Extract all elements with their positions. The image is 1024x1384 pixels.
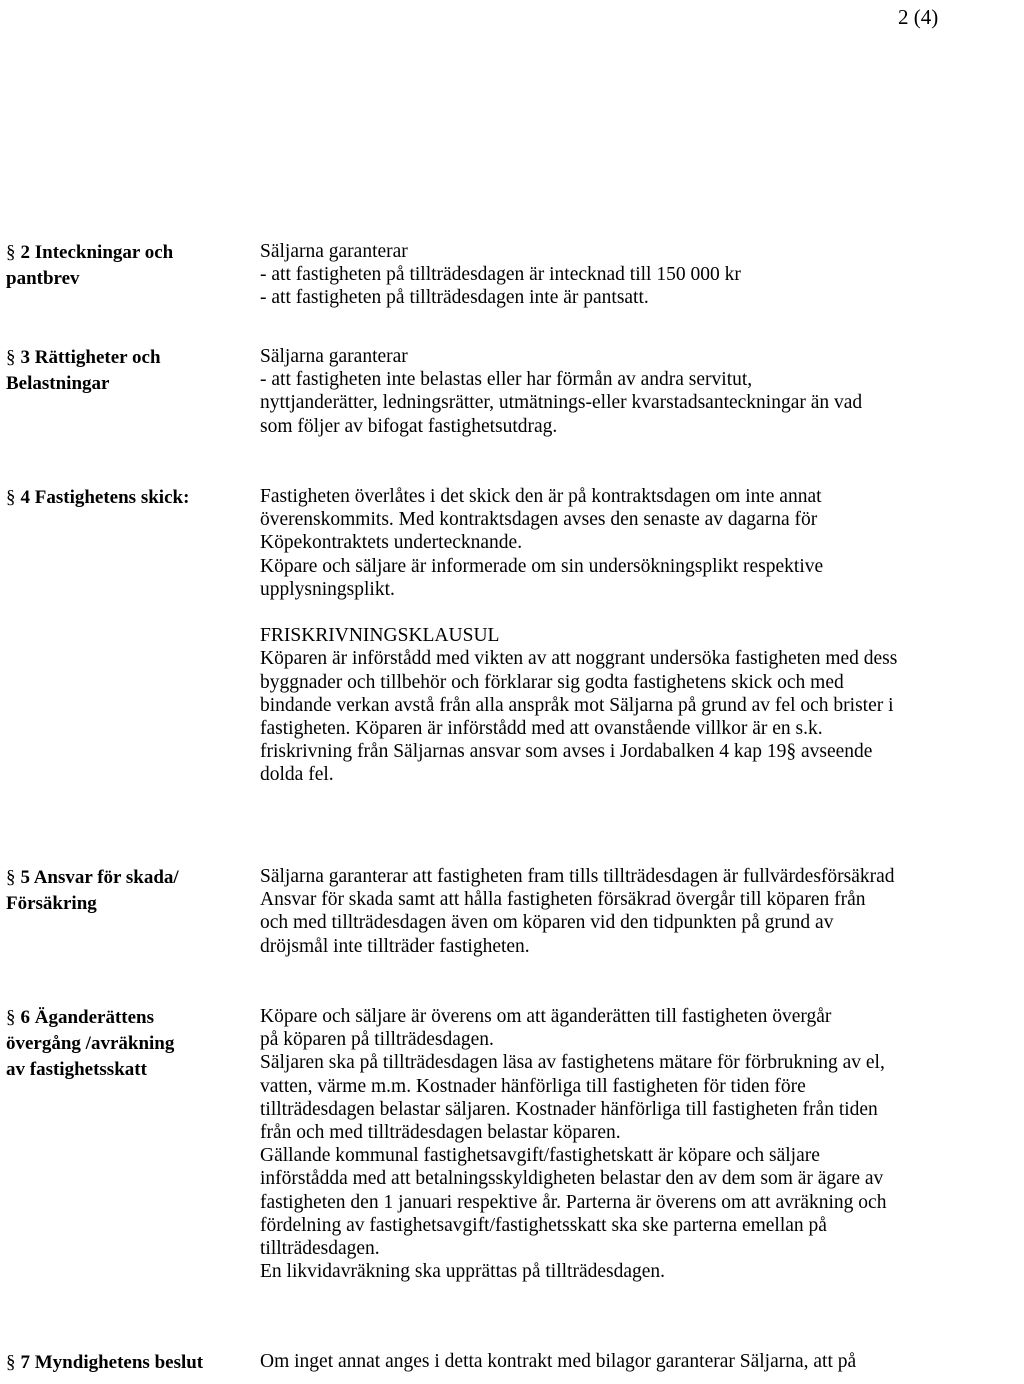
paragraph-line: - att fastigheten på tillträdesdagen är intecknad till 150 000 kr — [260, 264, 741, 286]
paragraph-line: dolda fel. — [260, 764, 334, 786]
section-title-line: av fastighetsskatt — [6, 1059, 147, 1080]
paragraph-line: och med tillträdesdagen även om köparen vid den tidpunkten på grund av — [260, 912, 834, 934]
paragraph-line: Säljaren ska på tillträdesdagen läsa av fastighetens mätare för förbrukning av el, — [260, 1052, 885, 1074]
section-title-line: Försäkring — [6, 893, 97, 914]
paragraph-gap — [260, 601, 1024, 624]
paragraph-line: Säljarna garanterar att fastigheten fram tills tillträdesdagen är fullvärdesförsäkrad — [260, 866, 895, 887]
paragraph-line: Fastigheten överlåtes i det skick den är på kontraktsdagen om inte annat — [260, 486, 822, 507]
section-title-line: Belastningar — [6, 373, 110, 394]
paragraph-line: som följer av bifogat fastighetsutdrag. — [260, 415, 558, 437]
paragraph-line: tillträdesdagen belastar säljaren. Kostnader hänförliga till fastigheten från tiden — [260, 1098, 878, 1120]
section-title-line: Äganderättens — [34, 1007, 155, 1028]
section-2-heading — [6, 240, 251, 292]
section-title-line: Ansvar för skada/ — [33, 867, 179, 888]
paragraph-line: fastigheten den 1 januari respektive år. Parterna är överens om att avräkning och — [260, 1191, 887, 1213]
section-6-text — [260, 1005, 1024, 1283]
section-title-line: övergång /avräkning — [6, 1033, 175, 1054]
paragraph-line: - att fastigheten på tillträdesdagen inte är pantsatt. — [260, 287, 649, 309]
paragraph-line: Säljarna garanterar — [260, 346, 408, 367]
paragraph-line: vatten, värme m.m. Kostnader hänförliga till fastigheten för tiden före — [260, 1075, 806, 1097]
section-title-line: Myndighetens beslut — [34, 1352, 204, 1373]
paragraph-line: fastigheten. Köparen är införstådd med att ovanstående villkor är en s.k. — [260, 718, 823, 740]
paragraph-line: En likvidavräkning ska upprättas på tillträdesdagen. — [260, 1261, 666, 1283]
paragraph-line: byggnader och tillbehör och förklarar sig godta fastighetens skick och med — [260, 671, 844, 693]
paragraph-line: - att fastigheten inte belastas eller har förmån av andra servitut, — [260, 369, 753, 391]
paragraph-line: Köpare och säljare är informerade om sin undersökningsplikt respektive — [260, 555, 824, 577]
section-number: 7 — [20, 1352, 30, 1373]
clause-heading: FRISKRIVNINGSKLAUSUL — [260, 625, 500, 647]
section-4-text — [260, 485, 1024, 787]
paragraph-line: fördelning av fastighetsavgift/fastighetsskatt ska ske parterna emellan på — [260, 1214, 827, 1236]
section-number: 3 — [20, 347, 30, 368]
paragraph-line: från och med tillträdesdagen belastar köparen. — [260, 1122, 621, 1144]
section-symbol: § — [6, 347, 16, 368]
section-number: 4 — [20, 487, 30, 508]
paragraph-line: Köpekontraktets undertecknande. — [260, 532, 523, 554]
section-2-text — [260, 240, 1024, 310]
section-symbol: § — [6, 487, 16, 508]
section-title-line: Inteckningar och — [34, 242, 174, 263]
paragraph-line: Säljarna garanterar — [260, 241, 408, 262]
paragraph-line: införstådda med att betalningsskyldigheten belastar den av dem som är ägare av — [260, 1168, 884, 1190]
paragraph-line: dröjsmål inte tillträder fastigheten. — [260, 935, 530, 957]
section-3-text — [260, 345, 1024, 438]
section-title-line: Rättigheter och — [34, 347, 161, 368]
section-number: 6 — [20, 1007, 30, 1028]
section-7-heading — [6, 1350, 251, 1376]
section-number: 5 — [20, 867, 30, 888]
section-6-heading — [6, 1005, 251, 1083]
paragraph-line: friskrivning från Säljarnas ansvar som avses i Jordabalken 4 kap 19§ avseende — [260, 741, 873, 763]
section-4-heading — [6, 485, 251, 511]
paragraph-line: på köparen på tillträdesdagen. — [260, 1029, 494, 1051]
paragraph-line: Om inget annat anges i detta kontrakt med bilagor garanterar Säljarna, att på — [260, 1351, 857, 1372]
paragraph-line: nyttjanderätter, ledningsrätter, utmätnings-eller kvarstadsanteckningar än vad — [260, 392, 863, 414]
paragraph-line: Ansvar för skada samt att hålla fastigheten försäkrad övergår till köparen från — [260, 889, 866, 911]
section-3-heading — [6, 345, 251, 397]
section-title-line: pantbrev — [6, 268, 80, 289]
paragraph-line: Köparen är införstådd med vikten av att noggrant undersöka fastigheten med dess — [260, 648, 898, 670]
paragraph-line: Köpare och säljare är överens om att äganderätten till fastigheten övergår — [260, 1006, 832, 1027]
section-symbol: § — [6, 1007, 16, 1028]
section-number: 2 — [20, 242, 30, 263]
paragraph-line: upplysningsplikt. — [260, 578, 395, 600]
section-symbol: § — [6, 867, 16, 888]
page-number: 2 (4) — [898, 5, 939, 29]
paragraph-line: bindande verkan avstå från alla anspråk mot Säljarna på grund av fel och brister i — [260, 694, 894, 716]
paragraph-line: tillträdesdagen. — [260, 1238, 380, 1260]
section-7-text — [260, 1350, 1024, 1373]
section-title-line: Fastighetens skick: — [34, 487, 190, 508]
section-5-heading — [6, 865, 251, 917]
section-symbol: § — [6, 1352, 16, 1373]
paragraph-line: Gällande kommunal fastighetsavgift/fastighetskatt är köpare och säljare — [260, 1145, 820, 1167]
section-5-text — [260, 865, 1024, 958]
section-symbol: § — [6, 242, 16, 263]
paragraph-line: överenskommits. Med kontraktsdagen avses den senaste av dagarna för — [260, 509, 818, 531]
